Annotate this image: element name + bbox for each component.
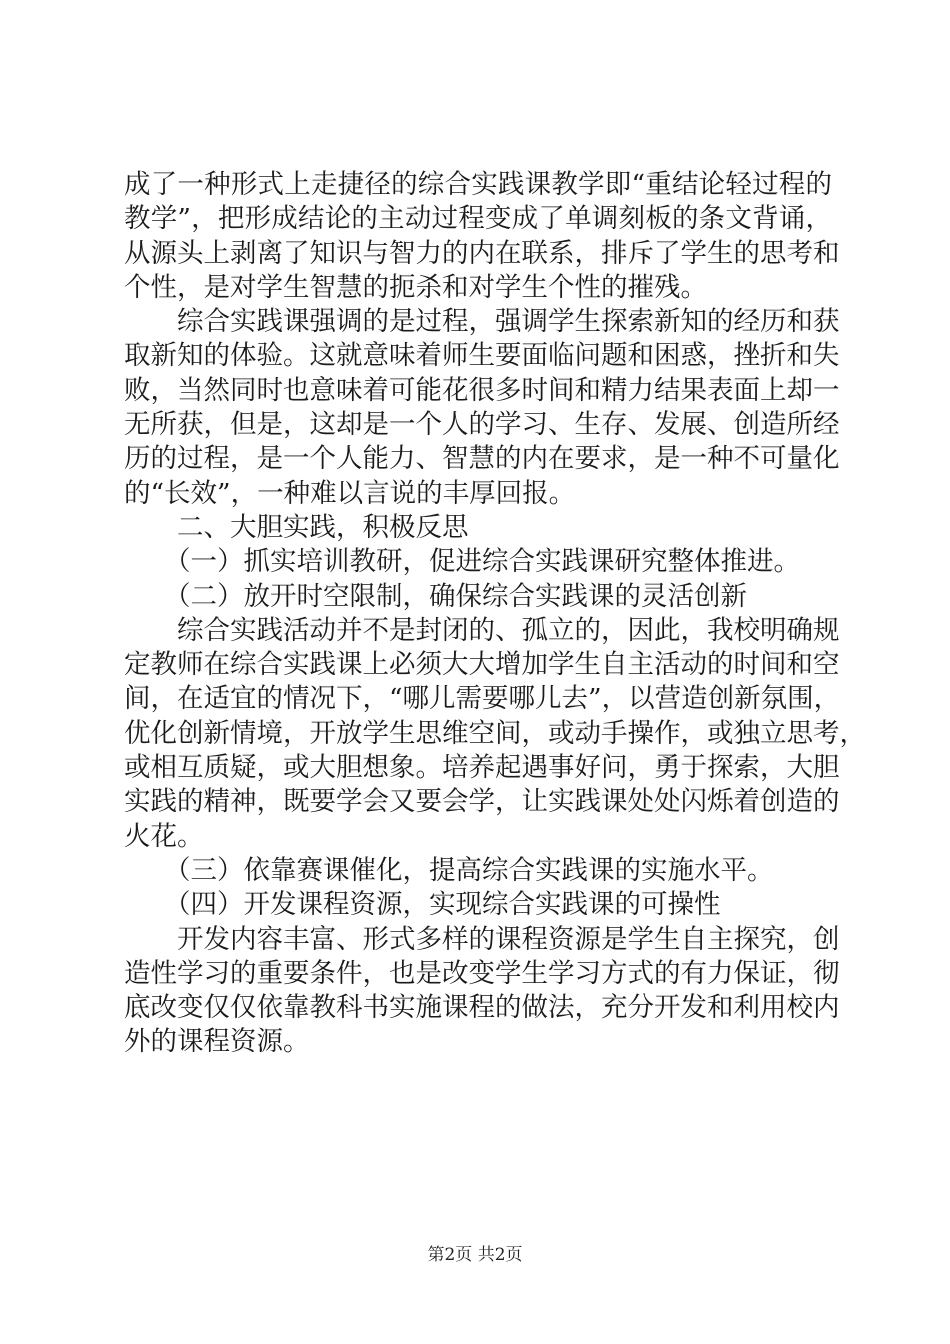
paragraph-line: 定教师在综合实践课上必须大大增加学生自主活动的时间和空 bbox=[124, 649, 840, 681]
section-heading: 二、大胆实践，积极反思 bbox=[177, 511, 469, 543]
paragraph-3 bbox=[124, 614, 866, 854]
page-footer bbox=[0, 1244, 950, 1266]
paragraph-line: 开发内容丰富、形式多样的课程资源是学生自主探究，创 bbox=[177, 923, 840, 955]
paragraph-line: 教学”，把形成结论的主动过程变成了单调刻板的条文背诵， bbox=[124, 203, 832, 235]
paragraph-line: 个性，是对学生智慧的扼杀和对学生个性的摧残。 bbox=[124, 271, 707, 303]
subsection-heading-1: （一）抓实培训教研，促进综合实践课研究整体推进。 bbox=[164, 546, 800, 578]
paragraph-line: 造性学习的重要条件，也是改变学生学习方式的有力保证，彻 bbox=[124, 957, 840, 989]
paragraph-line: 火花。 bbox=[124, 820, 204, 852]
subsection-heading-3: （三）依靠赛课催化，提高综合实践课的实施水平。 bbox=[164, 854, 774, 886]
paragraph-4 bbox=[124, 923, 840, 1060]
paragraph-line: 历的过程，是一个人能力、智慧的内在要求，是一种不可量化 bbox=[124, 443, 840, 475]
paragraph-line: 或相互质疑，或大胆想象。培养起遇事好问，勇于探索，大胆 bbox=[124, 752, 840, 784]
paragraph-1 bbox=[124, 168, 840, 305]
paragraph-line: 外的课程资源。 bbox=[124, 1026, 310, 1058]
paragraph-line: 从源头上剥离了知识与智力的内在联系，排斥了学生的思考和 bbox=[124, 237, 840, 269]
page-indicator: 第2页 共2页 bbox=[427, 1245, 523, 1265]
subsection-heading-4: （四）开发课程资源，实现综合实践课的可操性 bbox=[164, 889, 721, 921]
paragraph-line: 败，当然同时也意味着可能花很多时间和精力结果表面上却一 bbox=[124, 374, 840, 406]
paragraph-line: 实践的精神，既要学会又要会学，让实践课处处闪烁着创造的 bbox=[124, 786, 840, 818]
paragraph-line: 综合实践活动并不是封闭的、孤立的，因此，我校明确规 bbox=[177, 614, 840, 646]
subsection-heading-2: （二）放开时空限制，确保综合实践课的灵活创新 bbox=[164, 580, 747, 612]
paragraph-line: 底改变仅仅依靠教科书实施课程的做法，充分开发和利用校内 bbox=[124, 992, 840, 1024]
paragraph-line: 综合实践课强调的是过程，强调学生探索新知的经历和获 bbox=[177, 306, 840, 338]
paragraph-line: 间，在适宜的情况下，“哪儿需要哪儿去”，以营造创新氛围， bbox=[124, 683, 841, 715]
paragraph-line: 无所获，但是，这却是一个人的学习、生存、发展、创造所经 bbox=[124, 409, 840, 441]
paragraph-line: 的“长效”，一种难以言说的丰厚回报。 bbox=[124, 477, 576, 509]
paragraph-line: 成了一种形式上走捷径的综合实践课教学即“重结论轻过程的 bbox=[124, 169, 832, 200]
paragraph-2 bbox=[124, 305, 840, 511]
document-body bbox=[124, 168, 866, 1060]
paragraph-line: 取新知的体验。这就意味着师生要面临问题和困惑，挫折和失 bbox=[124, 340, 840, 372]
paragraph-line: 优化创新情境，开放学生思维空间，或动手操作，或独立思考， bbox=[124, 717, 866, 749]
